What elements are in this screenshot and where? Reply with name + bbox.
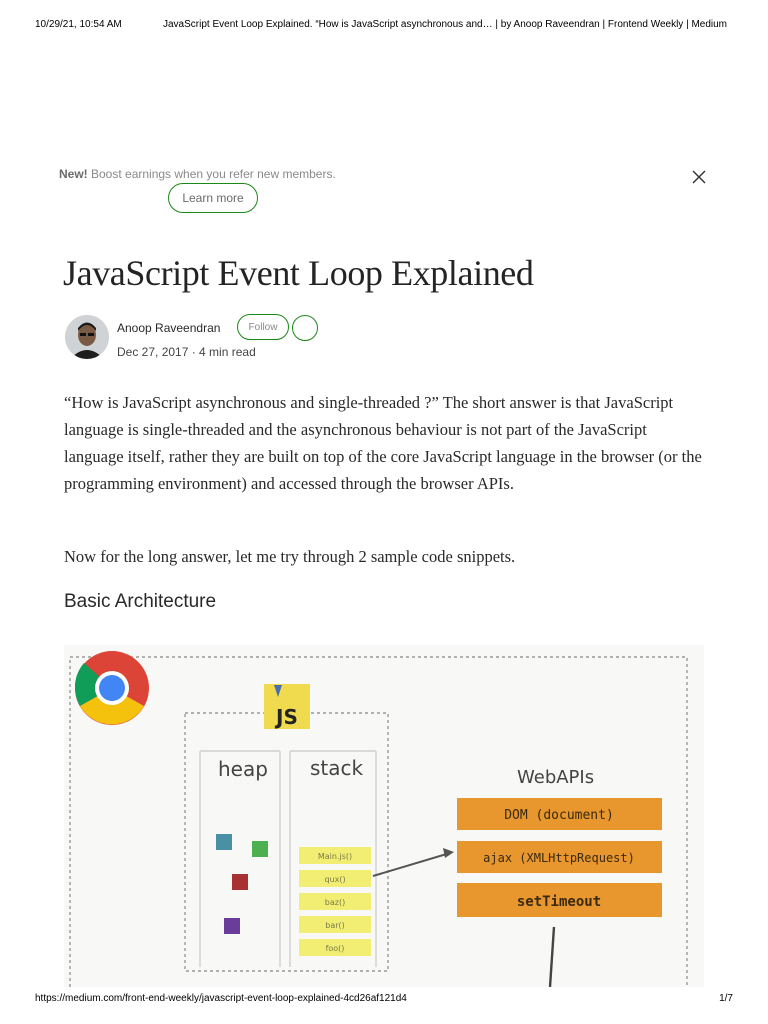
stack-frame: [299, 870, 371, 887]
article-meta: Dec 27, 2017 · 4 min read: [117, 345, 256, 359]
section-heading: Basic Architecture: [64, 591, 217, 612]
heap-object: [216, 834, 232, 850]
article-title: JavaScript Event Loop Explained: [63, 253, 534, 293]
print-footer: [0, 990, 768, 1006]
arrow-icon: [443, 848, 454, 858]
follow-button[interactable]: Follow: [237, 314, 289, 340]
subscribe-button[interactable]: [292, 315, 318, 341]
stack-frame: [299, 916, 371, 933]
webapi-box: [457, 841, 662, 873]
stack-frame: [299, 847, 371, 864]
svg-text:foo(): foo(): [325, 944, 345, 953]
print-page-title: JavaScript Event Loop Explained. “How is JavaScript asynchronous and… | by Anoop Raveendran | Frontend Weekly | Medium: [163, 19, 728, 30]
author-avatar[interactable]: [65, 315, 109, 359]
svg-text:DOM (document): DOM (document): [504, 808, 614, 823]
architecture-diagram: [64, 645, 704, 987]
promo-new-label: New!: [59, 167, 88, 181]
heap-label: heap: [218, 757, 268, 781]
heap-object: [232, 874, 248, 890]
js-logo: [264, 684, 310, 729]
article-paragraph: Now for the long answer, let me try through 2 sample code snippets.: [64, 547, 516, 566]
svg-text:Main.js(): Main.js(): [317, 852, 353, 861]
article-paragraph: “How is JavaScript asynchronous and single-threaded ?” The short answer is that JavaScript language is single-threaded and the asynchronous behaviour is not part of the JavaScript language itself, rather they are built on top of the core JavaScript language in the browser (or the programming environment) and accessed through the browser APIs.: [64, 393, 702, 493]
promo-message: Boost earnings when you refer new members.: [87, 167, 336, 181]
svg-text:qux(): qux(): [324, 875, 346, 884]
webapi-box: [457, 798, 662, 830]
heap-object: [252, 841, 268, 857]
print-page-number: 1/7: [719, 993, 733, 1004]
svg-text:bar(): bar(): [325, 921, 345, 930]
stack-label: stack: [310, 756, 364, 780]
svg-text:ajax (XMLHttpRequest): ajax (XMLHttpRequest): [483, 851, 635, 865]
svg-text:setTimeout: setTimeout: [516, 894, 602, 910]
learn-more-button[interactable]: Learn more: [168, 183, 258, 213]
diagram-canvas: [64, 645, 704, 987]
svg-text:baz(): baz(): [324, 898, 346, 907]
chrome-icon: [75, 651, 149, 725]
stack-frame: [299, 893, 371, 910]
print-header: [0, 14, 768, 32]
print-datetime: 10/29/21, 10:54 AM: [35, 19, 122, 30]
stack-frame: [299, 939, 371, 956]
webapi-box: [457, 883, 662, 917]
promo-banner: [59, 167, 336, 181]
print-url: https://medium.com/front-end-weekly/javascript-event-loop-explained-4cd26af121d4: [35, 993, 407, 1004]
webapis-label: WebAPIs: [517, 767, 595, 788]
author-name[interactable]: Anoop Raveendran: [117, 321, 221, 335]
close-icon[interactable]: [689, 167, 709, 187]
heap-object: [224, 918, 240, 934]
js-logo-text: JS: [276, 705, 298, 729]
